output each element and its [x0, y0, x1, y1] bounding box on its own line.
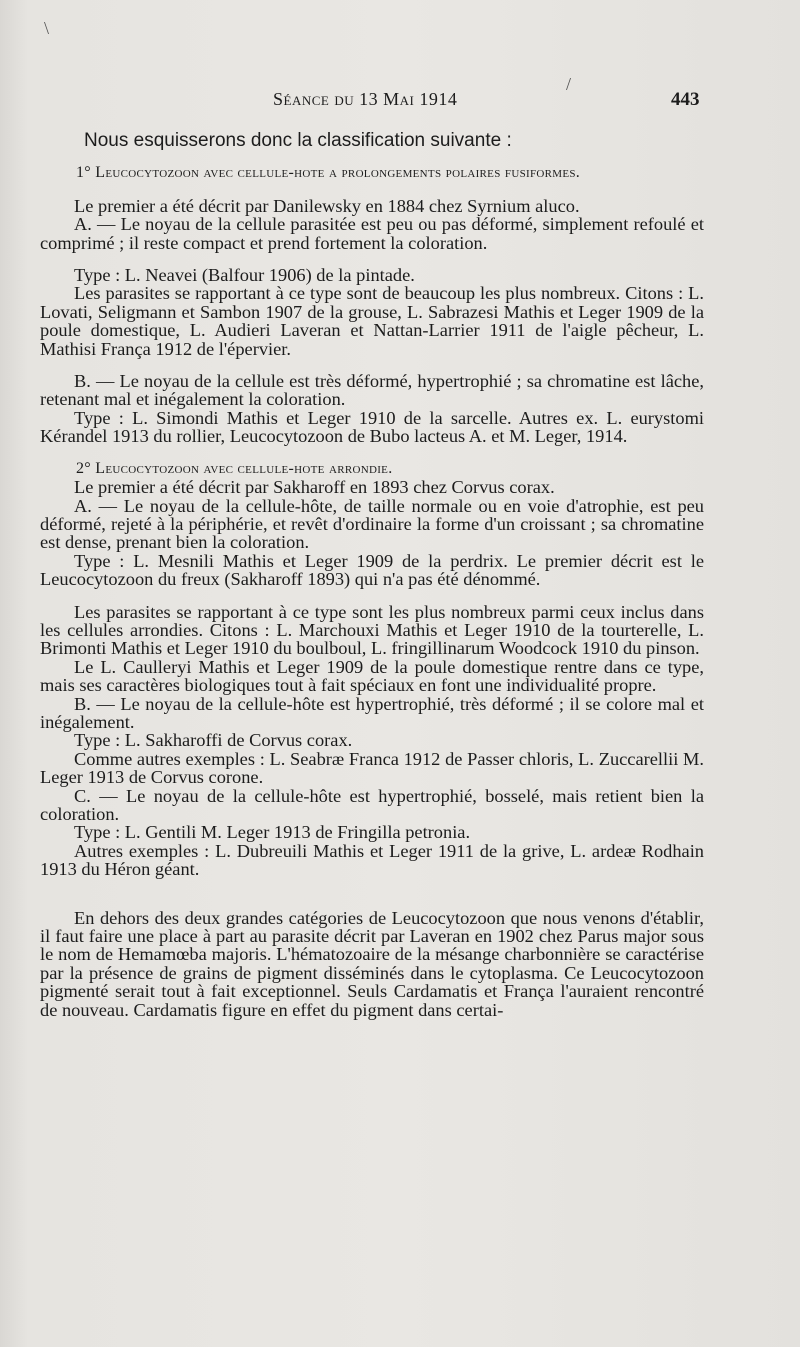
intro-line: Nous esquisserons donc la classification suivante :	[84, 130, 512, 151]
paragraph: Type : L. Neavei (Balfour 1906) de la pintade.	[74, 265, 415, 286]
paragraph: A. — Le noyau de la cellule-hôte, de taille normale ou en voie d'atrophie, est peu déformé, rejeté à la périphérie, et revêt d'ordinaire la forme d'un croissant ; sa chromatine est dense, prenant bien la coloration.	[40, 495, 704, 553]
section-heading-2: 2° Leucocytozoon avec cellule-hote arrondie.	[76, 459, 393, 477]
page-number: 443	[671, 89, 700, 110]
paragraph: En dehors des deux grandes catégories de Leucocytozoon que nous venons d'établir, il faut faire une place à part au parasite décrit par Laveran en 1902 chez Parus major sous le nom de Hemamœba majoris. L'hématozoaire de la mésange charbonnière se caractérise par la présence de grains de pigment disséminés dans le cytoplasma. Ce Leucocytozoon pigmenté serait tout à fait exceptionnel. Seuls Cardamatis et França l'auraient rencontré de nouveau. Cardamatis figure en effet du pigment dans certai-	[40, 907, 704, 1020]
paragraph: Type : L. Mesnili Mathis et Leger 1909 de la perdrix. Le premier décrit est le Leucocytozoon du freux (Sakharoff 1893) qui n'a pas été dénommé.	[40, 550, 704, 590]
section-heading-1: 1° Leucocytozoon avec cellule-hote a prolongements polaires fusiformes.	[76, 164, 581, 182]
paragraph: B. — Le noyau de la cellule-hôte est hypertrophié, très déformé ; il se colore mal et inégalement.	[40, 693, 704, 732]
running-title: Séance du 13 Mai 1914	[273, 89, 458, 109]
paragraph: Type : L. Simondi Mathis et Leger 1910 de la sarcelle. Autres ex. L. eurystomi Kérandel 1913 du rollier, Leucocytozoon de Bubo lacteus A. et M. Leger, 1914.	[40, 407, 704, 447]
running-header	[0, 89, 800, 115]
margin-mark-left: \	[44, 18, 50, 38]
paragraph: C. — Le noyau de la cellule-hôte est hypertrophié, bosselé, mais retient bien la coloration.	[40, 785, 704, 824]
paragraph: Les parasites se rapportant à ce type sont les plus nombreux parmi ceux inclus dans les cellules arrondies. Citons : L. Marchouxi Mathis et Leger 1910 de la tourterelle, L. Brimonti Mathis et Leger 1910 du boulboul, L. fringillinarum Woodcock 1910 du pinson.	[40, 601, 704, 659]
paragraph: Type : L. Gentili M. Leger 1913 de Fringilla petronia.	[74, 822, 471, 843]
margin-mark-right: /	[566, 74, 572, 94]
paragraph: Les parasites se rapportant à ce type sont de beaucoup les plus nombreux. Citons : L. Lovati, Seligmann et Sambon 1907 de la grouse, L. Sabrazesi Mathis et Leger 1909 de la poule domestique, L. Audieri Laveran et Nattan-Larrier 1911 de l'aigle pêcheur, L. Mathisi França 1912 de l'épervier.	[40, 283, 704, 359]
paragraph: Type : L. Sakharoffi de Corvus corax.	[74, 730, 353, 751]
paragraph: Le premier a été décrit par Sakharoff en 1893 chez Corvus corax.	[74, 477, 555, 498]
paragraph: Comme autres exemples : L. Seabræ Franca 1912 de Passer chloris, L. Zuccarellii M. Leger 1913 de Corvus corone.	[40, 748, 704, 788]
body-text	[40, 132, 704, 1019]
paragraph: Autres exemples : L. Dubreuili Mathis et Leger 1911 de la grive, L. ardeæ Rodhain 1913 du Héron géant.	[40, 840, 704, 880]
paragraph: Le L. Caulleryi Mathis et Leger 1909 de la poule domestique rentre dans ce type, mais ses caractères biologiques tout à fait spéciaux en font une individualité propre.	[40, 656, 704, 696]
paragraph: Le premier a été décrit par Danilewsky en 1884 chez Syrnium aluco.	[74, 195, 580, 216]
paragraph: B. — Le noyau de la cellule est très déformé, hypertrophié ; sa chromatine est lâche, retenant mal et inégalement la coloration.	[40, 371, 704, 410]
paragraph: A. — Le noyau de la cellule parasitée est peu ou pas déformé, simplement refoulé et comprimé ; il reste compact et prend fortement la coloration.	[40, 214, 704, 253]
